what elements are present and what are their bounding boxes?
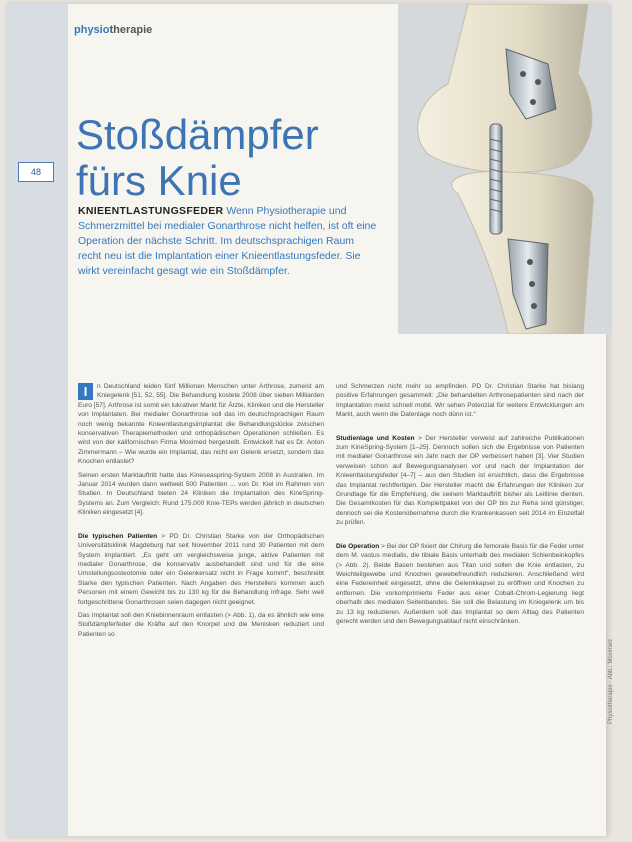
paragraph-studies-text: > Der Hersteller verweist auf zahlreiche Publikationen zum KineSpring-System [1–25]. Dennoch sollen sich die Ergebnisse von Patienten mit medialer Gonarthrose ein Jahr nach der OP verbessert haben [3]. Vier Studien verweisen schon auf Bewegungsanalysen vor und nach der Implantation der Knieentlastungsfeder [4–7] – aus den Studien ist ersichtlich, dass die Ergebnisse das Implantat rechtfertigen. Der Hersteller macht die Erfahrungen der Kliniken zur Grundlage für die Empfehlung, die seinem Marktauftritt bisher als Leitlinie dienten. Die Gesamtkosten für das Komplettpaket von der OP bis zur Reha sind günstiger, dennoch sei die Kostenübernahme durch die Krankenkassen seit 2014 im Einzelfall zu prüfen. (336, 434, 584, 527)
paragraph: und Schmerzen nicht mehr so empfinden. PD Dr. Christian Starke hat bislang positive Erfahrungen gesammelt: „Die behandelten Arthrosepatienten sind nach der Implantation meist schnell mobil. Wir sehen Potenzial für weitere Entwicklungen am Markt, auch wenn die Datenlage noch dünn ist.“ (336, 383, 584, 419)
paragraph-operation (336, 542, 584, 627)
subheading-studies: Studienlage und Kosten (336, 434, 415, 442)
paragraph-patients (78, 532, 324, 607)
drop-cap: I (78, 383, 93, 400)
magazine-page (6, 4, 614, 836)
section-label-part1: physio (74, 24, 110, 36)
section-label-part2: therapie (109, 24, 153, 36)
intro-text: n Deutschland leiden fünf Millionen Menschen unter Arthrose, zumeist am Kniegelenk [51, 52, 55]. Die Behandlung kostete 2008 über sieben Milliarden Euro [57]. Arthrose ist somit ein lukrativer Markt für Ärzte, Kliniken und die Hersteller von Implantaten. Bei medialer Gonarthrose soll das im deutschsprachigen Raum noch wenig bekannte Knieentlastungsimplantat die Behandlungslücke zwischen konservativen Therapiemethoden und orthopädischen Operationen schließen. Es wird von der kalifornischen Firma Moximed hergestellt. Entwickelt hat es Dr. Anton Zimmermann – Wie wurde ein Implantat, das nicht ein Gelenk ersetzt, sondern das Knochen entlastet? (78, 383, 324, 466)
left-margin-band (6, 4, 68, 836)
lead-kicker: KNIEENTLASTUNGSFEDER (78, 205, 224, 217)
page-number: 48 (18, 162, 54, 182)
section-label (74, 24, 152, 36)
paragraph: Das Implantat soll den Kniebinnenraum entlasten (> Abb. 1), da es ähnlich wie eine Stoßdämpferfeder die Kräfte auf den Knorpel und die Menisken reduziert und Patienten so (78, 611, 324, 638)
title-line-1: Stoßdämpfer (76, 111, 319, 158)
knee-implant-illustration (398, 4, 612, 334)
lead-text: Wenn Physiotherapie und Schmerzmittel bei medialer Gonarthrose nicht helfen, ist oft eine Operation der nächste Schritt. Im deutschsprachigen Raum recht neu ist die Implantation einer Knieentlastungsfeder. Sie wirkt vereinfacht gesagt wie ein Stoßdämpfer. (78, 205, 377, 277)
title-line-2: fürs Knie (76, 157, 242, 204)
article-title (76, 112, 406, 204)
paragraph-patients-text: > PD Dr. Christian Starke von der Orthopädischen Universitätsklinik Magdeburg hat seit November 2011 rund 30 Patienten mit dem System implantiert. „Es geht um vergleichsweise junge, aktive Patienten mit medialer Gonarthrose, die konservativ ausbehandelt sind und für die eine Umstellungsosteotomie oder ein Gelenkersatz nicht in Frage kommt“, beschreibt Starke den typischen Patienten. Nach Angaben des Herstellers kommen auch Personen mit einem Gewicht bis zu 130 kg für die Behandlung infrage. Sehr weit fortgeschrittene Gonarthrosen seien dagegen nicht geeignet. (78, 532, 324, 606)
paragraph: Seinen ersten Marktauftritt hatte das Kineseaspring-System 2008 in Australien. Im Januar 2014 wurden dann weltweit 500 Patienten ... von Dr. Kiel im Rahmen von Studien. In Deutschland bieten 24 Kliniken die Implantation des KineSpring-Systems an. Zum Vergleich: Rund 175.000 Knie-TEPs werden jährlich in deutschen Kliniken eingesetzt [4]. (78, 471, 324, 517)
body-column-left (78, 382, 324, 643)
subheading-patients: Die typischen Patienten (78, 532, 158, 540)
subheading-operation: Die Operation (336, 542, 380, 550)
side-credit: Physiotherapie · Abb.: Moximed (608, 639, 614, 724)
body-column-right (336, 382, 584, 630)
intro-paragraph (78, 382, 324, 467)
paragraph-operation-text: > Bei der OP fixiert der Chirurg die femorale Basis für die Feder unter dem M. vastus medialis, die tibiale Basis unterhalb des medialen Schienbeinkopfes (> Abb. 2). Beide Basen bestehen aus Titan und sollen die Knie entlasten, zu Weichteilgewebe und Knochen gewebefreundlich reduzieren. Anschließend wird eine Federeinheit eingesetzt, ohne die Gelenkkapsel zu eröffnen und Knochen zu entfernen. Die vorkomprimierte Feder aus einer Cobalt-Chrom-Legierung liegt oberhalb des medialen Seitenbandes. Sie soll die Belastung im Kniegelenk um bis zu 13 kg reduzieren. Außerdem soll das Implantat so dem Alltag des Patienten gerecht werden und den Bewegungsablauf nicht einschränken. (336, 542, 584, 625)
paragraph-studies (336, 434, 584, 528)
article-lead (78, 204, 378, 279)
